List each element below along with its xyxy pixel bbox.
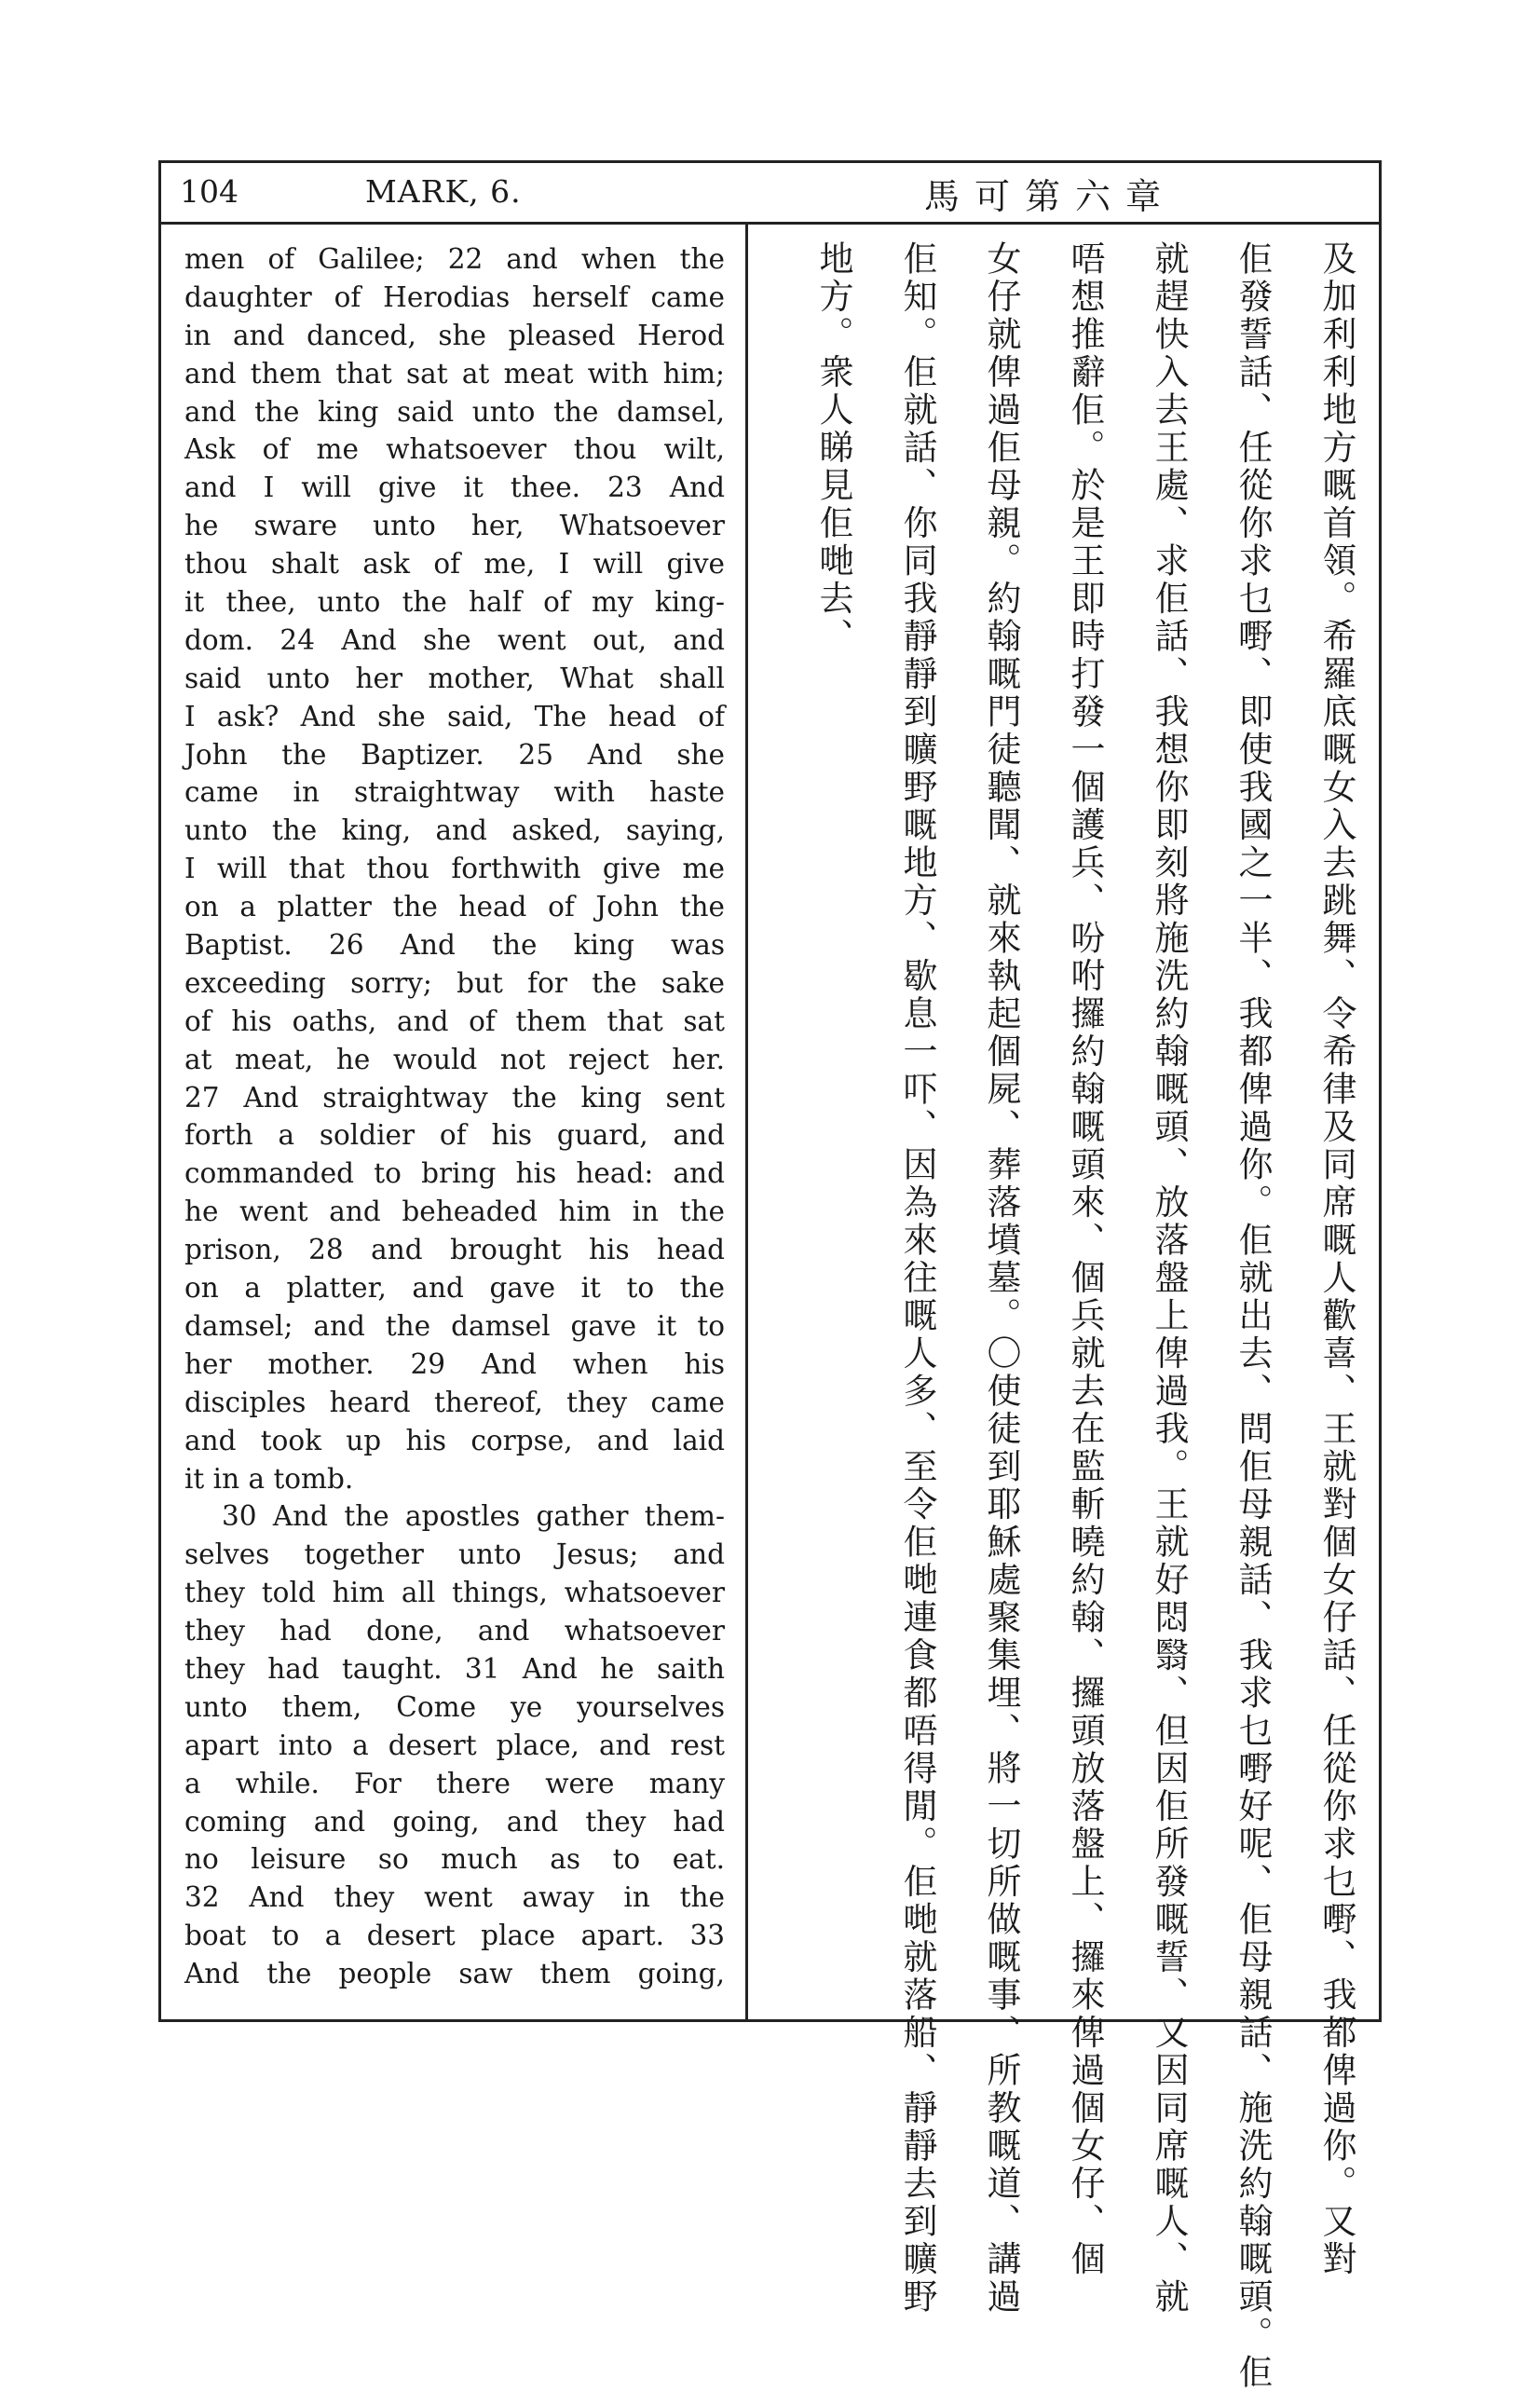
english-line: I ask? And she said, The head of xyxy=(184,700,725,732)
english-line: he sware unto her, Whatsoever xyxy=(184,510,725,542)
english-line: men of Galilee; 22 and when the xyxy=(184,243,725,275)
chinese-column: 女仔就俾過佢母親。約翰嘅門徒聽聞、就來執起個屍、葬落墳墓。〇使徒到耶穌處聚集埋、將一切所做嘅事、所教嘅道、講過 xyxy=(981,240,1021,2317)
english-line: damsel; and the damsel gave it to xyxy=(184,1309,725,1342)
english-line: and I will give it thee. 23 And xyxy=(184,472,725,504)
chinese-running-title: 馬可第六章 xyxy=(924,176,1177,217)
english-line: Ask of me whatsoever thou wilt, xyxy=(184,433,725,466)
english-line: they had done, and whatsoever xyxy=(184,1615,725,1647)
chinese-column: 佢發誓話、任從你求乜嘢、即使我國之一半、我都俾過你。佢就出去、問佢母親話、我求乜嘢好呢、佢母親話、施洗約翰嘅頭。佢 xyxy=(1233,240,1273,2392)
english-line: I will that thou forthwith give me xyxy=(184,853,725,885)
english-text-column xyxy=(184,240,725,1993)
chinese-column: 地方。衆人睇見佢哋去、 xyxy=(813,240,853,656)
english-line: no leisure so much as to eat. xyxy=(184,1843,725,1876)
english-line: and the king said unto the damsel, xyxy=(184,395,725,428)
english-line: daughter of Herodias herself came xyxy=(184,280,725,313)
english-line: it in a tomb. xyxy=(184,1462,354,1495)
english-line: on a platter, and gave it to the xyxy=(184,1272,725,1305)
english-line: disciples heard thereof, they came xyxy=(184,1386,725,1418)
english-line: thou shalt ask of me, I will give xyxy=(184,548,725,581)
english-line: coming and going, and they had xyxy=(184,1805,725,1838)
english-line: came in straightway with haste xyxy=(184,776,725,809)
english-line: at meat, he would not reject her. xyxy=(184,1043,725,1075)
english-line: forth a soldier of his guard, and xyxy=(184,1119,725,1152)
english-line: in and danced, she pleased Herod xyxy=(184,319,725,351)
chinese-column: 唔想推辭佢。於是王即時打發一個護兵、吩咐攞約翰嘅頭來、個兵就去在監斬曉約翰、攞頭放落盤上、攞來俾過個女仔、個 xyxy=(1065,240,1105,2278)
english-line: of his oaths, and of them that sat xyxy=(184,1005,725,1037)
header-rule xyxy=(158,222,1382,225)
english-line: exceeding sorry; but for the sake xyxy=(184,966,725,999)
english-line: they had taught. 31 And he saith xyxy=(184,1652,725,1685)
english-line: Baptist. 26 And the king was xyxy=(184,929,725,962)
english-line: unto them, Come ye yourselves xyxy=(184,1690,725,1723)
english-line: on a platter the head of John the xyxy=(184,891,725,923)
english-line: it thee, unto the half of my king- xyxy=(184,586,725,619)
english-line: 27 And straightway the king sent xyxy=(184,1081,725,1114)
english-line: and them that sat at meat with him; xyxy=(184,357,725,390)
english-line: And the people saw them going, xyxy=(184,1958,725,1990)
english-line: said unto her mother, What shall xyxy=(184,662,725,694)
english-line: he went and beheaded him in the xyxy=(184,1196,725,1228)
english-line: commanded to bring his head: and xyxy=(184,1157,725,1190)
english-line: 32 And they went away in the xyxy=(184,1881,725,1914)
running-title: MARK, 6. xyxy=(365,173,522,210)
chinese-column: 及加利利地方嘅首領。希羅底嘅女入去跳舞、令希律及同席嘅人歡喜、王就對個女仔話、任從你求乜嘢、我都俾過你。又對 xyxy=(1316,240,1356,2278)
english-line: unto the king, and asked, saying, xyxy=(184,814,725,847)
english-line: prison, 28 and brought his head xyxy=(184,1234,725,1266)
english-line: her mother. 29 And when his xyxy=(184,1347,725,1380)
english-line: apart into a desert place, and rest xyxy=(184,1729,725,1761)
chinese-text-block xyxy=(762,240,1368,2392)
english-line: John the Baptizer. 25 And she xyxy=(184,738,725,771)
english-line: boat to a desert place apart. 33 xyxy=(184,1920,725,1952)
chinese-column: 就趕快入去王處、求佢話、我想你即刻將施洗約翰嘅頭、放落盤上俾過我。王就好悶翳、但因佢所發嘅誓、又因同席嘅人、就 xyxy=(1149,240,1189,2317)
english-line: selves together unto Jesus; and xyxy=(184,1538,725,1571)
page-number: 104 xyxy=(180,173,238,210)
column-divider xyxy=(745,222,748,2022)
english-line: and took up his corpse, and laid xyxy=(184,1424,725,1456)
english-line: 30 And the apostles gather them- xyxy=(222,1500,725,1533)
chinese-column: 佢知。佢就話、你同我靜靜到曠野嘅地方、歇息一吓、因為來往嘅人多、至令佢哋連食都唔得閒。佢哋就落船、靜靜去到曠野 xyxy=(897,240,937,2317)
english-line: dom. 24 And she went out, and xyxy=(184,623,725,656)
english-line: they told him all things, whatsoever xyxy=(184,1577,725,1609)
english-line: a while. For there were many xyxy=(184,1767,725,1799)
